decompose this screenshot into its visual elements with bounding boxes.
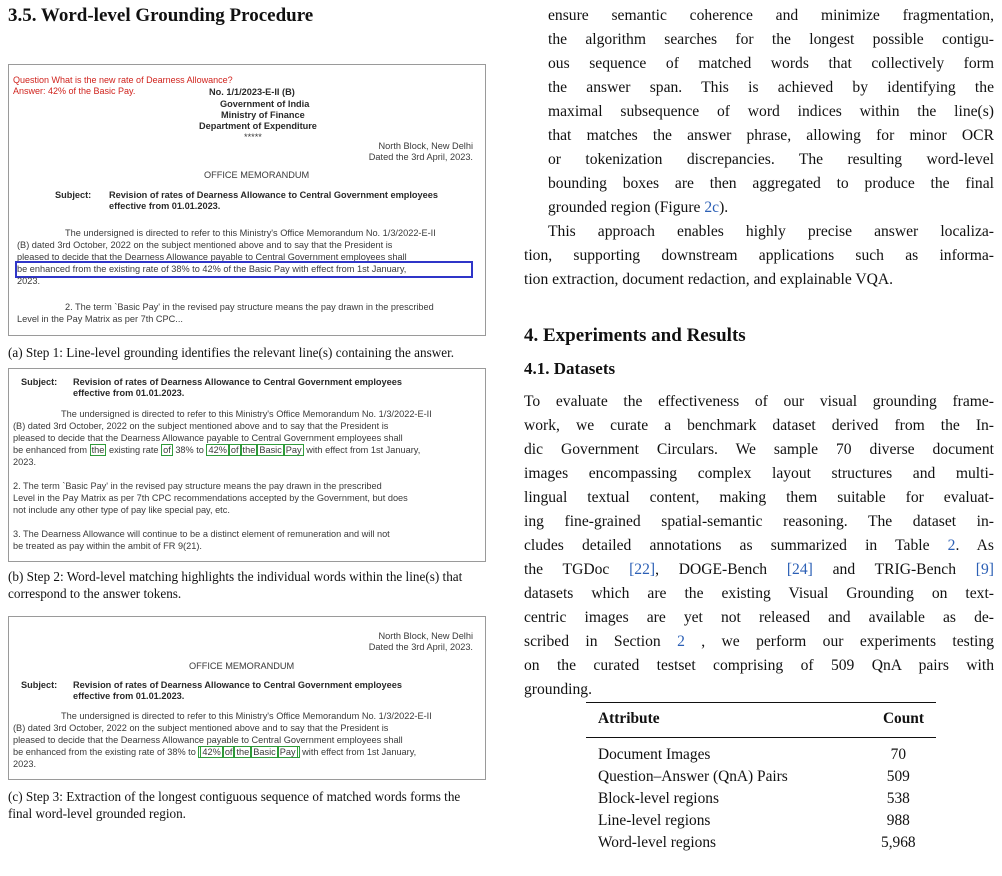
- table-grid: [586, 707, 936, 731]
- text-line: [524, 196, 994, 220]
- doc-stars: *****: [244, 132, 262, 142]
- table-row: [586, 810, 936, 832]
- text-fragment: and TRIG-Bench: [812, 561, 976, 578]
- text-line: dic Government Circulars. We sample 70 diverse document: [524, 441, 994, 458]
- figure-panel-a: [8, 64, 486, 336]
- word-box-42: 42%: [208, 445, 227, 455]
- figure-panel-b: [8, 368, 486, 562]
- table-cell-attribute: Block-level regions: [598, 790, 719, 807]
- doc-place: North Block, New Delhi: [378, 141, 473, 151]
- table-cell-attribute: Word-level regions: [598, 834, 716, 851]
- doc-number: No. 1/1/2023-E-II (B): [209, 87, 295, 97]
- doc-memo-title: OFFICE MEMORANDUM: [189, 661, 295, 671]
- doc-body-line2: (B) dated 3rd October, 2022 on the subject mentioned above and to say that the President is: [17, 240, 393, 250]
- doc-body-line4: be enhanced from the existing rate of 38% to 42% of the Basic Pay with effect from 1st January,: [17, 264, 407, 274]
- doc-body-line4: [13, 747, 416, 759]
- word-box-pay: Pay: [279, 747, 296, 757]
- doc-p3-line2: be treated as pay within the ambit of FR 9(21).: [13, 541, 202, 551]
- line4-pre: be enhanced from: [13, 445, 88, 455]
- table-cell-count: 538: [886, 790, 910, 807]
- doc-body-line5: 2023.: [17, 276, 40, 286]
- doc-body-line5: 2023.: [13, 759, 36, 769]
- text-line: bounding boxes are then aggregated to produce the final: [548, 175, 994, 192]
- word-box-of: of: [230, 445, 239, 455]
- text-fragment: scribed in Section: [524, 633, 678, 650]
- doc-p3-line1: 3. The Dearness Allowance will continue to be a distinct element of remuneration and will not: [13, 529, 390, 539]
- doc-p2-line1: 2. The term `Basic Pay' in the revised pay structure means the pay drawn in the prescribed: [13, 481, 382, 491]
- text-fragment: cludes detailed annotations as summarized in Table: [524, 537, 948, 554]
- doc-p2-line3: not include any other type of pay like special pay, etc.: [13, 505, 230, 515]
- figure-panel-c: [8, 616, 486, 780]
- doc-gov: Government of India: [220, 99, 310, 109]
- text-line: ensure semantic coherence and minimize fragmentation,: [548, 7, 994, 24]
- text-fragment: , we perform our experiments testing: [684, 633, 994, 650]
- citation-link[interactable]: [22]: [629, 561, 656, 578]
- word-box-the: the: [236, 747, 250, 757]
- text-line: the answer span. This is achieved by identifying the: [548, 79, 994, 96]
- table-cell-attribute: Line-level regions: [598, 812, 711, 829]
- table-header-row: [586, 707, 936, 731]
- table-cell-attribute: Document Images: [598, 746, 711, 763]
- doc-memo-title: OFFICE MEMORANDUM: [204, 170, 310, 180]
- doc-body-line1: The undersigned is directed to refer to this Ministry's Office Memorandum No. 1/3/2022-E-II: [61, 711, 432, 721]
- line4-post: with effect from 1st January,: [302, 747, 417, 757]
- doc-body-line2: (B) dated 3rd October, 2022 on the subject mentioned above and to say that the President is: [13, 421, 389, 431]
- text-line: that matches the answer phrase, allowing for minor OCR: [548, 127, 994, 144]
- table-body: [586, 744, 936, 854]
- doc-body-line4: [13, 445, 420, 457]
- word-box-the: the: [242, 445, 256, 455]
- table-header-attribute: Attribute: [598, 710, 660, 727]
- word-box-of: of: [163, 445, 171, 455]
- text-line: [524, 630, 994, 654]
- caption-a: (a) Step 1: Line-level grounding identifies the relevant line(s) containing the answer.: [8, 345, 455, 360]
- table-ref-link[interactable]: 2: [947, 537, 956, 554]
- dataset-attributes-table: [586, 702, 936, 854]
- table-cell-count: 70: [890, 746, 907, 763]
- word-box-pay: Pay: [285, 445, 302, 455]
- text-line: ing fine-grained spatial-semantic reasoning. The dataset in-: [524, 513, 994, 530]
- text-line: lingual textual content, making them suitable for evaluat-: [524, 489, 994, 506]
- answer-text: Answer: 42% of the Basic Pay.: [13, 86, 136, 96]
- doc-body-line1: The undersigned is directed to refer to this Ministry's Office Memorandum No. 1/3/2022-E-II: [61, 409, 432, 419]
- doc-date: Dated the 3rd April, 2023.: [368, 642, 473, 652]
- intro-paragraph: [524, 4, 994, 220]
- final-grounded-region: [198, 746, 299, 758]
- doc-subject-line2: effective from 01.01.2023.: [73, 388, 185, 398]
- table-row: [586, 788, 936, 810]
- doc-body-line2: (B) dated 3rd October, 2022 on the subject mentioned above and to say that the President is: [13, 723, 389, 733]
- doc-ministry: Ministry of Finance: [221, 110, 305, 120]
- table-header-count: Count: [882, 710, 924, 727]
- table-top-rule: [586, 702, 936, 703]
- doc-subject-line2: effective from 01.01.2023.: [109, 201, 221, 211]
- figure-ref-link[interactable]: 2c: [704, 199, 720, 216]
- table-row: [586, 832, 936, 854]
- table-cell-attribute: Question–Answer (QnA) Pairs: [598, 768, 788, 785]
- word-box-42: 42%: [202, 747, 221, 757]
- text-line: To evaluate the effectiveness of our visual grounding frame-: [524, 393, 994, 410]
- subsection-heading-4-1: 4.1. Datasets: [524, 359, 616, 378]
- text-line: This approach enables highly precise answer localiza-: [548, 223, 994, 240]
- doc-body-line5: 2023.: [13, 457, 36, 467]
- caption-b: (b) Step 2: Word-level matching highlights the individual words within the line(s) that correspond to the answer tokens.: [8, 569, 463, 601]
- text-fragment: grounded region (Figure: [548, 199, 705, 216]
- table-mid-rule: [586, 737, 936, 738]
- text-line: tion, supporting downstream applications such as informa-: [524, 247, 994, 264]
- doc-place: North Block, New Delhi: [378, 631, 473, 641]
- word-box-basic: Basic: [259, 445, 282, 455]
- doc-para2-cut: Level in the Pay Matrix as per 7th CPC...: [17, 314, 183, 324]
- doc-body-line3: pleased to decide that the Dearness Allowance payable to Central Government employees shall: [13, 735, 403, 745]
- doc-subject-line1: Revision of rates of Dearness Allowance to Central Government employees: [73, 377, 402, 387]
- text-line: the algorithm searches for the longest possible contigu-: [548, 31, 994, 48]
- table-cell-count: 5,968: [881, 834, 916, 851]
- doc-body-line3: pleased to decide that the Dearness Allowance payable to Central Government employees shall: [17, 252, 407, 262]
- text-line: on the curated testset comprising of 509 QnA pairs with: [524, 657, 994, 674]
- question-text: Question What is the new rate of Dearness Allowance?: [13, 75, 233, 85]
- text-line: or tokenization discrepancies. The resulting word-level: [548, 151, 994, 168]
- line4-mid2: 38% to: [175, 445, 204, 455]
- text-line: [524, 534, 994, 558]
- text-line: images encompassing complex layout structures and multi-: [524, 465, 994, 482]
- doc-subject-line1: Revision of rates of Dearness Allowance to Central Government employees: [73, 680, 402, 690]
- caption-c: (c) Step 3: Extraction of the longest contiguous sequence of matched words forms the final word-level grounded region.: [8, 789, 461, 821]
- text-line: grounding.: [524, 681, 593, 698]
- line-grounding-box: [15, 261, 473, 278]
- text-line: datasets which are the existing Visual Grounding on text-: [524, 585, 994, 602]
- citation-link[interactable]: [9]: [975, 561, 994, 578]
- text-fragment: the TGDoc: [524, 561, 630, 578]
- approach-paragraph: [524, 220, 994, 292]
- doc-subject-line2: effective from 01.01.2023.: [73, 691, 185, 701]
- section-heading-3-5: 3.5. Word-level Grounding Procedure: [8, 5, 314, 26]
- line4-pre: be enhanced from the existing rate of 38% to: [13, 747, 196, 757]
- table-cell-count: 988: [886, 812, 910, 829]
- text-fragment: . As: [955, 537, 994, 554]
- doc-department: Department of Expenditure: [199, 121, 317, 131]
- datasets-paragraph: [524, 390, 994, 702]
- word-box-basic: Basic: [253, 747, 276, 757]
- text-line: tion extraction, document redaction, and explainable VQA.: [524, 271, 894, 288]
- text-line: ous sequence of matched words that collectively form: [548, 55, 994, 72]
- text-fragment: ).: [719, 199, 729, 216]
- doc-subject-label: Subject:: [21, 680, 58, 690]
- text-line: maximal subsequence of word indices within the line(s): [548, 103, 994, 120]
- doc-subject-label: Subject:: [55, 190, 92, 200]
- word-box-of: of: [224, 747, 233, 757]
- doc-para2: 2. The term `Basic Pay' in the revised pay structure means the pay drawn in the prescribed: [65, 302, 434, 312]
- section-heading-4: 4. Experiments and Results: [524, 325, 746, 346]
- doc-body-line3: pleased to decide that the Dearness Allowance payable to Central Government employees shall: [13, 433, 403, 443]
- table-row: [586, 766, 936, 788]
- line4-mid1: existing rate: [108, 445, 159, 455]
- section-ref-link[interactable]: 2: [677, 633, 685, 650]
- table-row: [586, 744, 936, 766]
- line4-post: with effect from 1st January,: [306, 445, 421, 455]
- doc-subject-line1: Revision of rates of Dearness Allowance to Central Government employees: [109, 190, 438, 200]
- table-cell-count: 509: [886, 768, 910, 785]
- word-box-the: the: [91, 445, 105, 455]
- text-line: work, we curate a benchmark dataset derived from the In-: [524, 417, 994, 434]
- doc-date: Dated the 3rd April, 2023.: [368, 152, 473, 162]
- citation-link[interactable]: [24]: [786, 561, 813, 578]
- doc-p2-line2: Level in the Pay Matrix as per 7th CPC recommendations accepted by the Government, but does: [13, 493, 408, 503]
- text-line: [524, 558, 994, 582]
- doc-subject-label: Subject:: [21, 377, 58, 387]
- text-line: centric images are yet not released and available as de-: [524, 609, 994, 626]
- text-fragment: , DOGE-Bench: [655, 561, 787, 578]
- doc-body-line1: The undersigned is directed to refer to this Ministry's Office Memorandum No. 1/3/2022-E-II: [65, 228, 436, 238]
